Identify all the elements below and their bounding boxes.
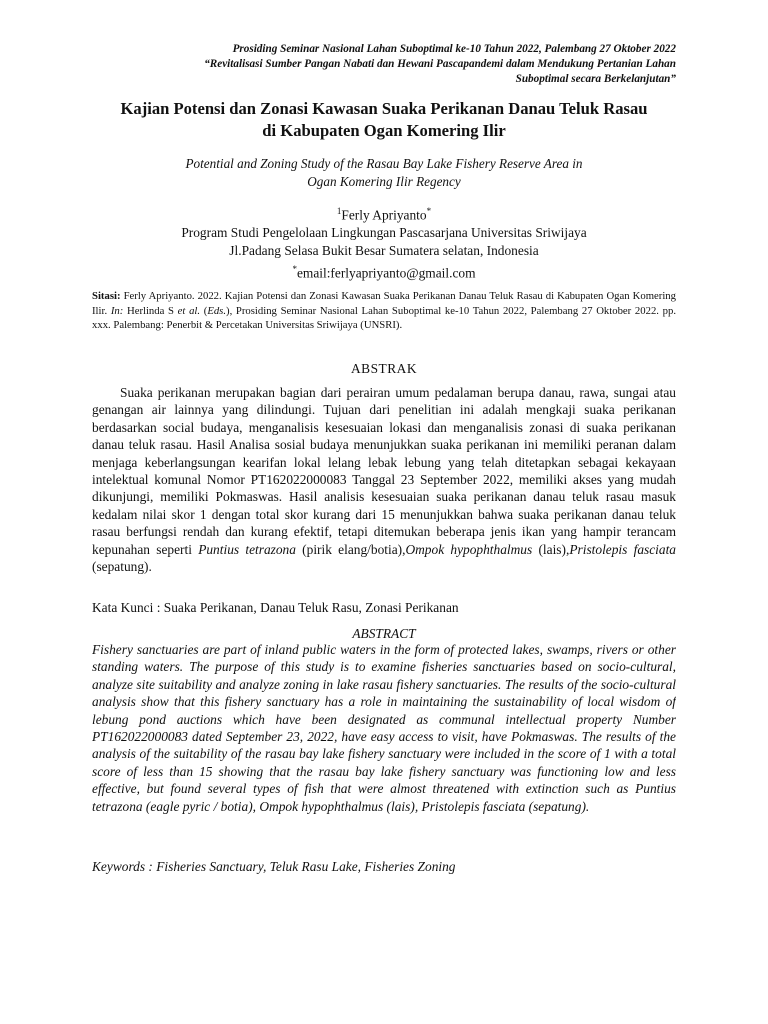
- paper-title: [70, 98, 698, 142]
- author-email-line: [84, 260, 684, 282]
- abstrak-paragraph: [92, 384, 676, 575]
- abstrak-heading: ABSTRAK: [350, 361, 417, 376]
- author-email: email:ferlyapriyanto@gmail.com: [296, 265, 476, 281]
- citation-part-2: Herlinda S: [123, 304, 178, 317]
- author-affiliation-mark: 1: [336, 206, 342, 216]
- species-ompok: Ompok hypophthalmus: [405, 541, 533, 557]
- abstrak-text-4: (sepatung).: [92, 559, 152, 575]
- abstrak-text-2: (pirik elang/botia),: [295, 541, 406, 557]
- species-puntius: Puntius tetrazona: [198, 541, 296, 557]
- subtitle-line-1: Potential and Zoning Study of the Rasau Bay Lake Fishery Reserve Area in: [185, 156, 583, 171]
- keywords: Keywords : Fisheries Sanctuary, Teluk Rasu Lake, Fisheries Zoning: [92, 859, 456, 874]
- header-line-1: Prosiding Seminar Nasional Lahan Suboptimal ke-10 Tahun 2022, Palembang 27 Oktober 2022: [232, 43, 676, 55]
- citation-et-al: et al.: [177, 304, 201, 317]
- citation-eds: Eds.: [207, 304, 227, 317]
- author-name: Ferly Apriyanto: [341, 207, 427, 223]
- subtitle-line-2: Ogan Komering Ilir Regency: [307, 174, 461, 189]
- proceedings-header: [116, 42, 676, 87]
- abstrak-text-3: (lais),: [532, 541, 570, 557]
- title-line-2: di Kabupaten Ogan Komering Ilir: [262, 121, 506, 140]
- email-mark: *: [292, 264, 297, 275]
- author-block: [84, 202, 684, 283]
- header-line-3: Suboptimal secara Berkelanjutan”: [515, 73, 676, 85]
- citation-label: Sitasi:: [92, 290, 121, 302]
- title-line-1: Kajian Potensi dan Zonasi Kawasan Suaka Perikanan Danau Teluk Rasau: [120, 99, 648, 118]
- author-affiliation: Program Studi Pengelolaan Lingkungan Pascasarjana Universitas Sriwijaya: [181, 225, 587, 241]
- citation-part-3: (: [200, 304, 208, 317]
- citation-part-4: ), Prosiding Seminar Nasional Lahan Suboptimal ke-10 Tahun 2022, Palembang 27 Oktober 2022. pp. xxx. Palembang: Penerbit & Percetakan Universitas Sriwijaya (UNSRI).: [92, 304, 677, 331]
- english-title: [110, 155, 658, 191]
- citation-part-1: Ferly Apriyanto. 2022. Kajian Potensi dan Zonasi Kawasan Suaka Perikanan Danau Teluk Rasau di Kabupaten Ogan Komering Ilir.: [92, 290, 676, 317]
- abstract-paragraph: Fishery sanctuaries are part of inland public waters in the form of protected lakes, swamps, rivers or other standing waters. The purpose of this study is to examine fisheries sanctuaries based on socio-cultural, analyze site suitability and analyze zoning in lake rasau fishery sanctuaries. The results of the socio-cultural analysis show that this fishery sanctuary has a role in maintaining the sustainability of local wisdom of lebung pond auctions which have been designated as communal intellectual property Number PT162022000083 dated September 23, 2022, have easy access to visit, have Pokmaswas. The results of the analysis of the suitability of the rasau bay lake fishery sanctuary were included in the score of 1 with a total score of less than 15 showing that the rasau bay lake fishery sanctuary was functioning low and less effective, but found several types of fish that were almost threatened with extinction such as Puntius tetrazona (eagle pyric / botia), Ompok hypophthalmus (lais), Pristolepis fasciata (sepatung).: [92, 642, 676, 814]
- citation-in-label: In:: [110, 304, 124, 317]
- kata-kunci: Kata Kunci : Suaka Perikanan, Danau Teluk Rasu, Zonasi Perikanan: [92, 600, 459, 615]
- corresponding-mark: *: [426, 206, 432, 216]
- author-address: Jl.Padang Selasa Bukit Besar Sumatera selatan, Indonesia: [229, 243, 539, 259]
- citation-block: [92, 289, 676, 333]
- header-line-2: “Revitalisasi Sumber Pangan Nabati dan Hewani Pascapandemi dalam Mendukung Pertanian Lahan: [204, 58, 676, 70]
- species-pristolepis: Pristolepis fasciata: [569, 541, 676, 557]
- author-name-line: [84, 202, 684, 224]
- abstrak-text-1: Suaka perikanan merupakan bagian dari perairan umum pedalaman berupa danau, rawa, sungai atau genangan air lainnya yang dilindungi. Tujuan dari penelitian ini adalah mengkaji suaka perikanan berdasarkan social budaya, menganalisis kesesuaian lokasi dan menganalisis zonasi di suaka perikanan danau teluk rasau. Hasil Analisa sosial budaya menunjukkan suaka perikanan ini memiliki peranan dalam menjaga keberlangsungan kearifan lokal lelang lebak lebung yang telah ditetapkan sebagai kekayaan intelektual komunal Nomor PT162022000083 Tanggal 23 September 2022, memiliki akses yang mudah dikunjungi, memiliki Pokmaswas. Hasil analisis kesesuaian suaka perikanan danau teluk rasau masuk kedalam nilai skor 1 dengan total skor kurang dari 15 menunjukkan bahwa suaka perikanan danau teluk rasau berfungsi rendah dan kurang efektif, tetapi ditemukan beberapa jenis ikan yang hampir terancam kepunahan seperti: [92, 385, 676, 557]
- abstract-heading: ABSTRACT: [352, 626, 416, 641]
